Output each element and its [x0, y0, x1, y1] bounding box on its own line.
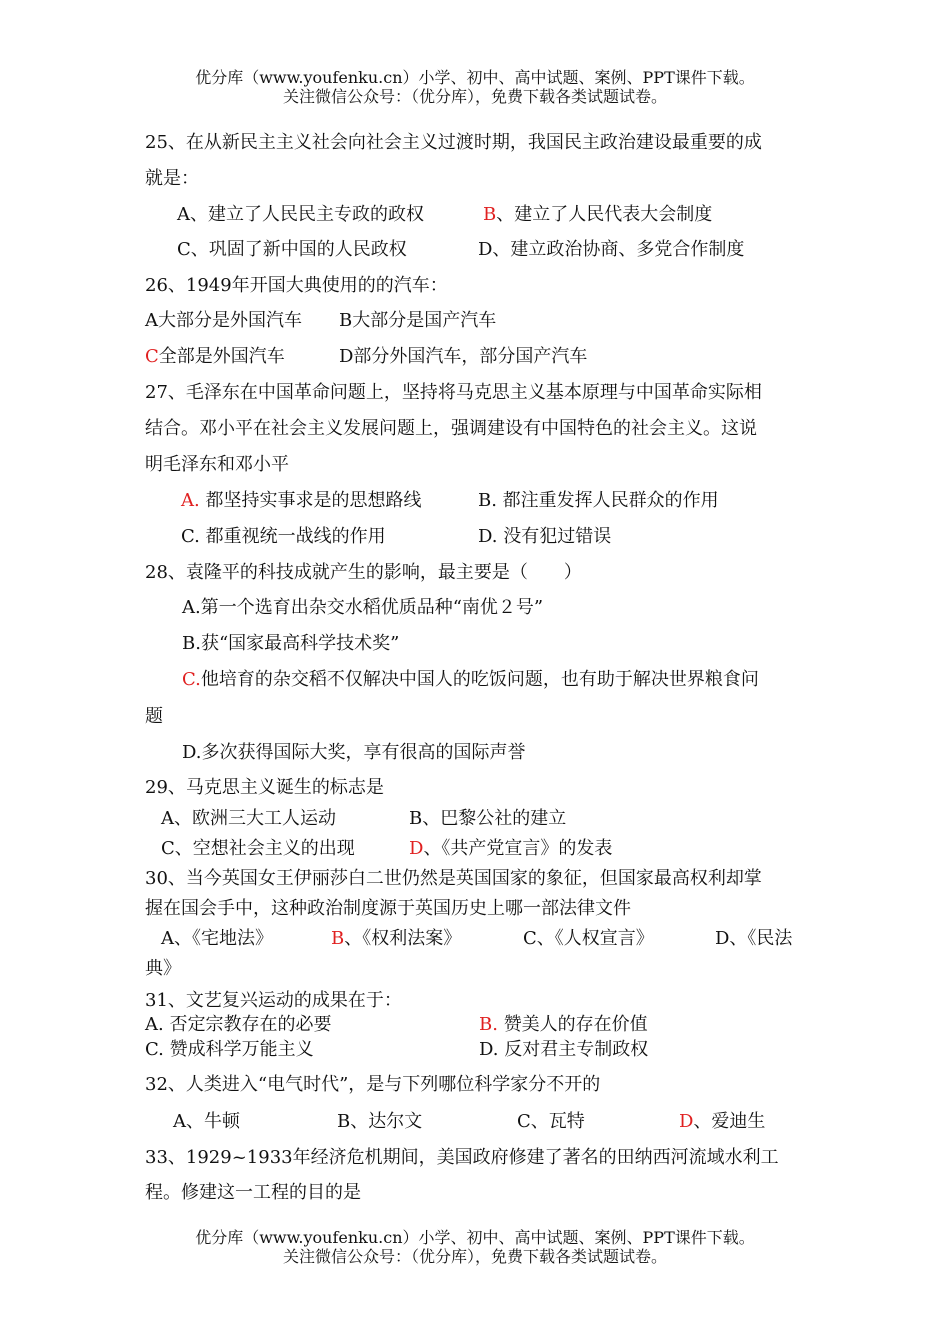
q26-answer-mark: C [145, 346, 159, 367]
q25-stem-1: 25、在从新民主主义社会向社会主义过渡时期，我国民主政治建设最重要的成 [145, 132, 762, 153]
q29-option-c: C、空想社会主义的出现 [161, 838, 355, 859]
q30-option-d-cont: 典》 [145, 958, 181, 979]
q31-option-a: A. 否定宗教存在的必要 [145, 1014, 332, 1035]
q31-answer-mark: B. [479, 1014, 498, 1035]
q31-option-d: D. 反对君主专制政权 [479, 1039, 649, 1060]
q27-answer-mark: A. [181, 490, 200, 511]
q32-answer-mark: D [679, 1111, 694, 1132]
q28-option-c: C.他培育的杂交稻不仅解决中国人的吃饭问题，也有助于解决世界粮食问 [182, 669, 759, 690]
header-line-2: 关注微信公众号：（优分库），免费下载各类试题试卷。 [282, 87, 667, 106]
q30-option-b: B、《权利法案》 [331, 928, 462, 949]
q30-stem-2: 握在国会手中，这种政治制度源于英国历史上哪一部法律文件 [145, 898, 631, 919]
q28-option-a: A.第一个选育出杂交水稻优质品种“南优２号” [182, 597, 544, 618]
q25-option-c: C、巩固了新中国的人民政权 [177, 239, 407, 260]
q29-option-a: A、欧洲三大工人运动 [161, 808, 336, 829]
q28-stem: 28、袁隆平的科技成就产生的影响，最主要是（ ） [145, 562, 582, 583]
q25-answer-mark: B [483, 204, 497, 225]
q28-answer-mark: C. [182, 669, 201, 690]
q31-stem: 31、文艺复兴运动的成果在于： [145, 990, 402, 1011]
q27-stem-1: 27、毛泽东在中国革命问题上，坚持将马克思主义基本原理与中国革命实际相 [145, 382, 762, 403]
q30-option-c: C、《人权宣言》 [523, 928, 654, 949]
q32-option-c: C、瓦特 [517, 1111, 585, 1132]
q26-stem: 26、1949年开国大典使用的的汽车： [145, 275, 448, 296]
q32-stem: 32、人类进入“电气时代”，是与下列哪位科学家分不开的 [145, 1074, 601, 1095]
q28-option-b: B.获“国家最高科学技术奖” [182, 633, 400, 654]
q30-option-a: A、《宅地法》 [161, 928, 273, 949]
q26-option-d: D部分外国汽车，部分国产汽车 [339, 346, 588, 367]
footer-line-1: 优分库（www.youfenku.cn）小学、初中、高中试题、案例、PPT课件下载。 [195, 1228, 755, 1247]
q27-stem-3: 明毛泽东和邓小平 [145, 454, 289, 475]
page-footer [0, 1228, 950, 1266]
q31-option-c: C. 赞成科学万能主义 [145, 1039, 314, 1060]
q32-option-d: D、爱迪生 [679, 1111, 766, 1132]
q31-option-b: B. 赞美人的存在价值 [479, 1014, 648, 1035]
header-line-1: 优分库（www.youfenku.cn）小学、初中、高中试题、案例、PPT课件下载。 [195, 68, 755, 87]
q27-stem-2: 结合。邓小平在社会主义发展问题上，强调建设有中国特色的社会主义。这说 [145, 418, 757, 439]
q26-option-c: C全部是外国汽车 [145, 346, 285, 367]
q33-stem-2: 程。修建这一工程的目的是 [145, 1182, 361, 1203]
page-header [0, 68, 950, 106]
q27-option-c: C. 都重视统一战线的作用 [181, 526, 386, 547]
q28-option-c-cont: 题 [145, 706, 163, 727]
q27-option-a: A. 都坚持实事求是的思想路线 [181, 490, 422, 511]
q26-option-b: B大部分是国产汽车 [339, 310, 497, 331]
q30-option-d: D、《民法 [715, 928, 793, 949]
q25-stem-2: 就是： [145, 168, 199, 189]
q29-option-d: D、《共产党宣言》的发表 [409, 838, 613, 859]
q26-option-a: A大部分是外国汽车 [145, 310, 302, 331]
q29-answer-mark: D [409, 838, 424, 859]
q30-stem-1: 30、当今英国女王伊丽莎白二世仍然是英国国家的象征，但国家最高权利却掌 [145, 868, 762, 889]
q29-option-b: B、巴黎公社的建立 [409, 808, 567, 829]
q29-stem: 29、马克思主义诞生的标志是 [145, 777, 384, 798]
footer-line-2: 关注微信公众号：（优分库），免费下载各类试题试卷。 [282, 1247, 667, 1266]
q27-option-d: D. 没有犯过错误 [478, 526, 612, 547]
q25-option-b: B、建立了人民代表大会制度 [483, 204, 713, 225]
q25-option-d: D、建立政治协商、多党合作制度 [478, 239, 745, 260]
q27-option-b: B. 都注重发挥人民群众的作用 [478, 490, 719, 511]
q33-stem-1: 33、1929~1933年经济危机期间，美国政府修建了著名的田纳西河流域水利工 [145, 1147, 779, 1168]
q32-option-a: A、牛顿 [173, 1111, 240, 1132]
q32-option-b: B、达尔文 [337, 1111, 423, 1132]
q25-option-a: A、建立了人民民主专政的政权 [177, 204, 424, 225]
q30-answer-mark: B [331, 928, 345, 949]
q28-option-d: D.多次获得国际大奖，享有很高的国际声誉 [182, 742, 526, 763]
